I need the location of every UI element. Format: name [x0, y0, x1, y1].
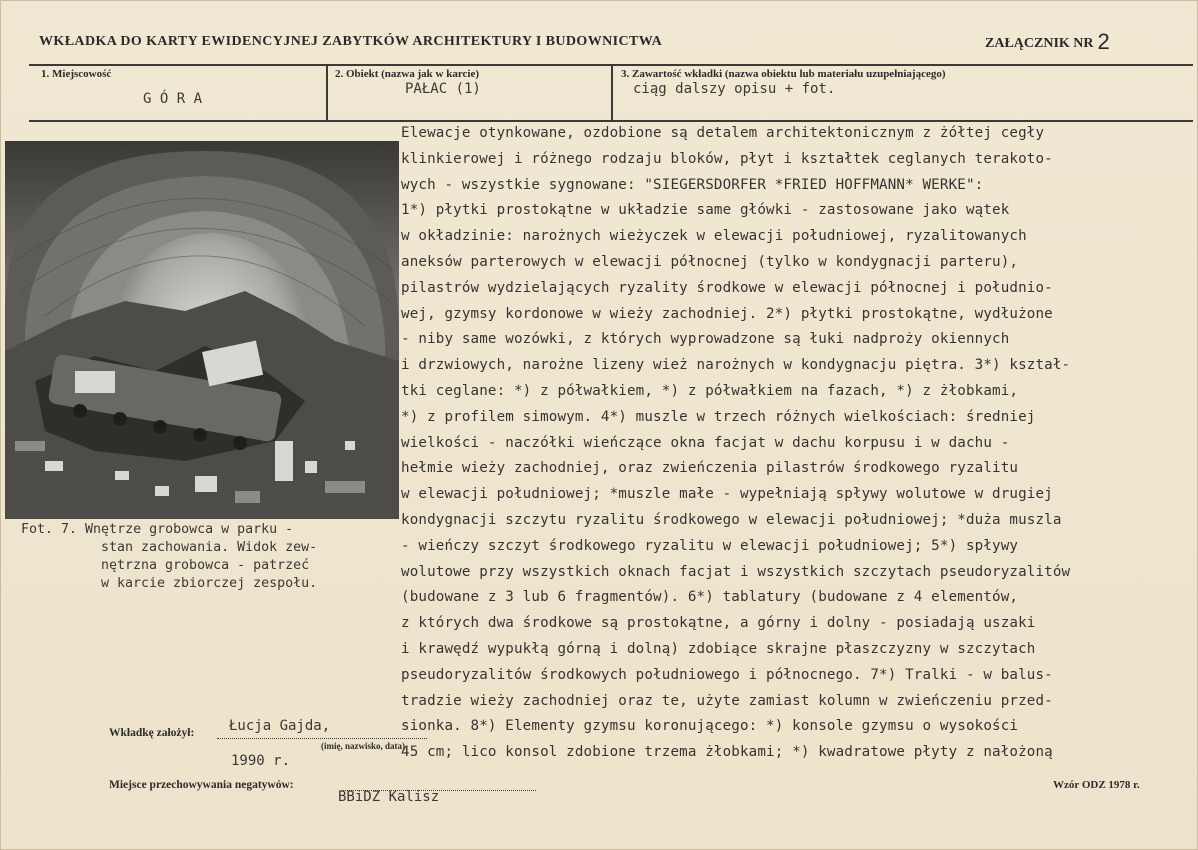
photo-caption	[21, 521, 391, 593]
description-line: w elewacji południowej; *muszle małe - wypełniają spływy wolutowe w drugiej	[401, 486, 1053, 503]
card-title: WKŁADKA DO KARTY EWIDENCYJNEJ ZABYTKÓW ARCHITEKTURY I BUDOWNICTWA	[39, 34, 663, 49]
description-line: - wieńczy szczyt środkowego ryzalitu w elewacji południowej; 5*) spływy	[401, 537, 1019, 554]
description-line: w okładzinie: narożnych wieżyczek w elewacji południowej, ryzalitowanych	[401, 228, 1027, 245]
field-divider-1	[326, 64, 328, 121]
place-label: 1. Miejscowość	[41, 68, 112, 80]
place-value: G Ó R A	[143, 91, 203, 107]
description-line: (budowane z 3 lub 6 fragmentów). 6*) tablatury (budowane z 4 elementów,	[401, 589, 1019, 606]
description-line: wolutowe przy wszystkich oknach facjat i wszystkich szczytach pseudoryzalitów	[401, 563, 1071, 580]
description-line: wych - wszystkie sygnowane: "SIEGERSDORFER *FRIED HOFFMANN* WERKE":	[401, 176, 984, 193]
description-line: pseudoryzalitów środkowych południowego i północnego. 7*) Tralki - w balus-	[401, 666, 1053, 683]
description-line: aneksów parterowych w elewacji północnej (tylko w kondygnacji parteru),	[401, 253, 1019, 270]
tomb-interior-photo	[5, 141, 399, 519]
template-label: Wzór ODZ 1978 r.	[1053, 779, 1140, 791]
author-year: 1990 r.	[231, 753, 291, 769]
description-line: - niby same wozówki, z których wyprowadzone są łuki nadproży okiennych	[401, 331, 1010, 348]
description-line: klinkierowej i różnego rodzaju bloków, płyt i kształtek ceglanych terakoto-	[401, 150, 1053, 167]
storage-label: Miejsce przechowywania negatywów:	[109, 779, 294, 791]
author-hint: (imię, nazwisko, data)	[321, 741, 405, 751]
description-line: 45 cm; lico konsol zdobione trzema żłobkami; *) kwadratowe płyty z nałożoną	[401, 744, 1053, 761]
caption-line: nętrzna grobowca - patrzeć	[101, 558, 310, 573]
field-divider-2	[611, 64, 613, 121]
description-line: hełmie wieży zachodniej, oraz zwieńczenia pilastrów środkowego ryzalitu	[401, 460, 1019, 477]
caption-line: Fot. 7. Wnętrze grobowca w parku -	[21, 522, 294, 537]
attachment-label	[985, 29, 1110, 55]
object-label: 2. Obiekt (nazwa jak w karcie)	[335, 68, 480, 80]
author-name: Łucja Gajda,	[229, 718, 331, 734]
description-line: kondygnacji szczytu ryzalitu środkowego w elewacji południowej; *duża muszla	[401, 511, 1062, 528]
attachment-label-text: ZAŁĄCZNIK NR	[985, 36, 1094, 51]
description-line: i drzwiowych, narożne lizeny wież narożnych w kondygnacju piętra. 3*) kształ-	[401, 357, 1071, 374]
description-line: tradzie wieży zachodniej oraz te, użyte zamiast kolumn w zwieńczeniu przed-	[401, 692, 1053, 709]
description-line: tki ceglane: *) z półwałkiem, *) z półwałkiem na fazach, *) z żłobkami,	[401, 382, 1019, 399]
tunnel-photo-graphic	[5, 141, 399, 519]
storage-value: BBiDZ Kalisz	[338, 789, 440, 805]
description-line: wej, gzymsy kordonowe w wieży zachodniej. 2*) płytki prostokątne, wydłużone	[401, 305, 1053, 322]
description-line: sionka. 8*) Elementy gzymsu koronującego: *) konsole gzymsu o wysokości	[401, 718, 1019, 735]
description-line: i krawędź wypukłą górną i dolną) zdobiące skrajne płaszczyzny w szczytach	[401, 640, 1036, 657]
object-value: PAŁAC (1)	[405, 81, 481, 97]
content-value: ciąg dalszy opisu + fot.	[633, 81, 836, 97]
content-label: 3. Zawartość wkładki (nazwa obiektu lub materiału uzupełniającego)	[621, 68, 946, 80]
author-label: Wkładkę założył:	[109, 727, 195, 739]
description-line: 1*) płytki prostokątne w układzie same główki - zastosowane jako wątek	[401, 202, 1010, 219]
description-line: pilastrów wydzielających ryzality środkowe w elewacji północnej i południo-	[401, 279, 1053, 296]
description-line: z których dwa środkowe są prostokątne, a górny i dolny - posiadają uszaki	[401, 615, 1036, 632]
description-line: Elewacje otynkowane, ozdobione są detalem architektonicznym z żółtej cegły	[401, 125, 1045, 141]
caption-line: stan zachowania. Widok zew-	[101, 540, 318, 555]
attachment-number: 2	[1097, 29, 1110, 54]
description-line: wielkości - naczółki wieńczące okna facjat w dachu korpusu i w dachu -	[401, 434, 1010, 451]
caption-line: w karcie zbiorczej zespołu.	[101, 576, 318, 591]
author-line	[217, 738, 427, 739]
description-text	[401, 121, 1171, 766]
description-line: *) z profilem simowym. 4*) muszle w trzech różnych wielkościach: średniej	[401, 408, 1036, 425]
